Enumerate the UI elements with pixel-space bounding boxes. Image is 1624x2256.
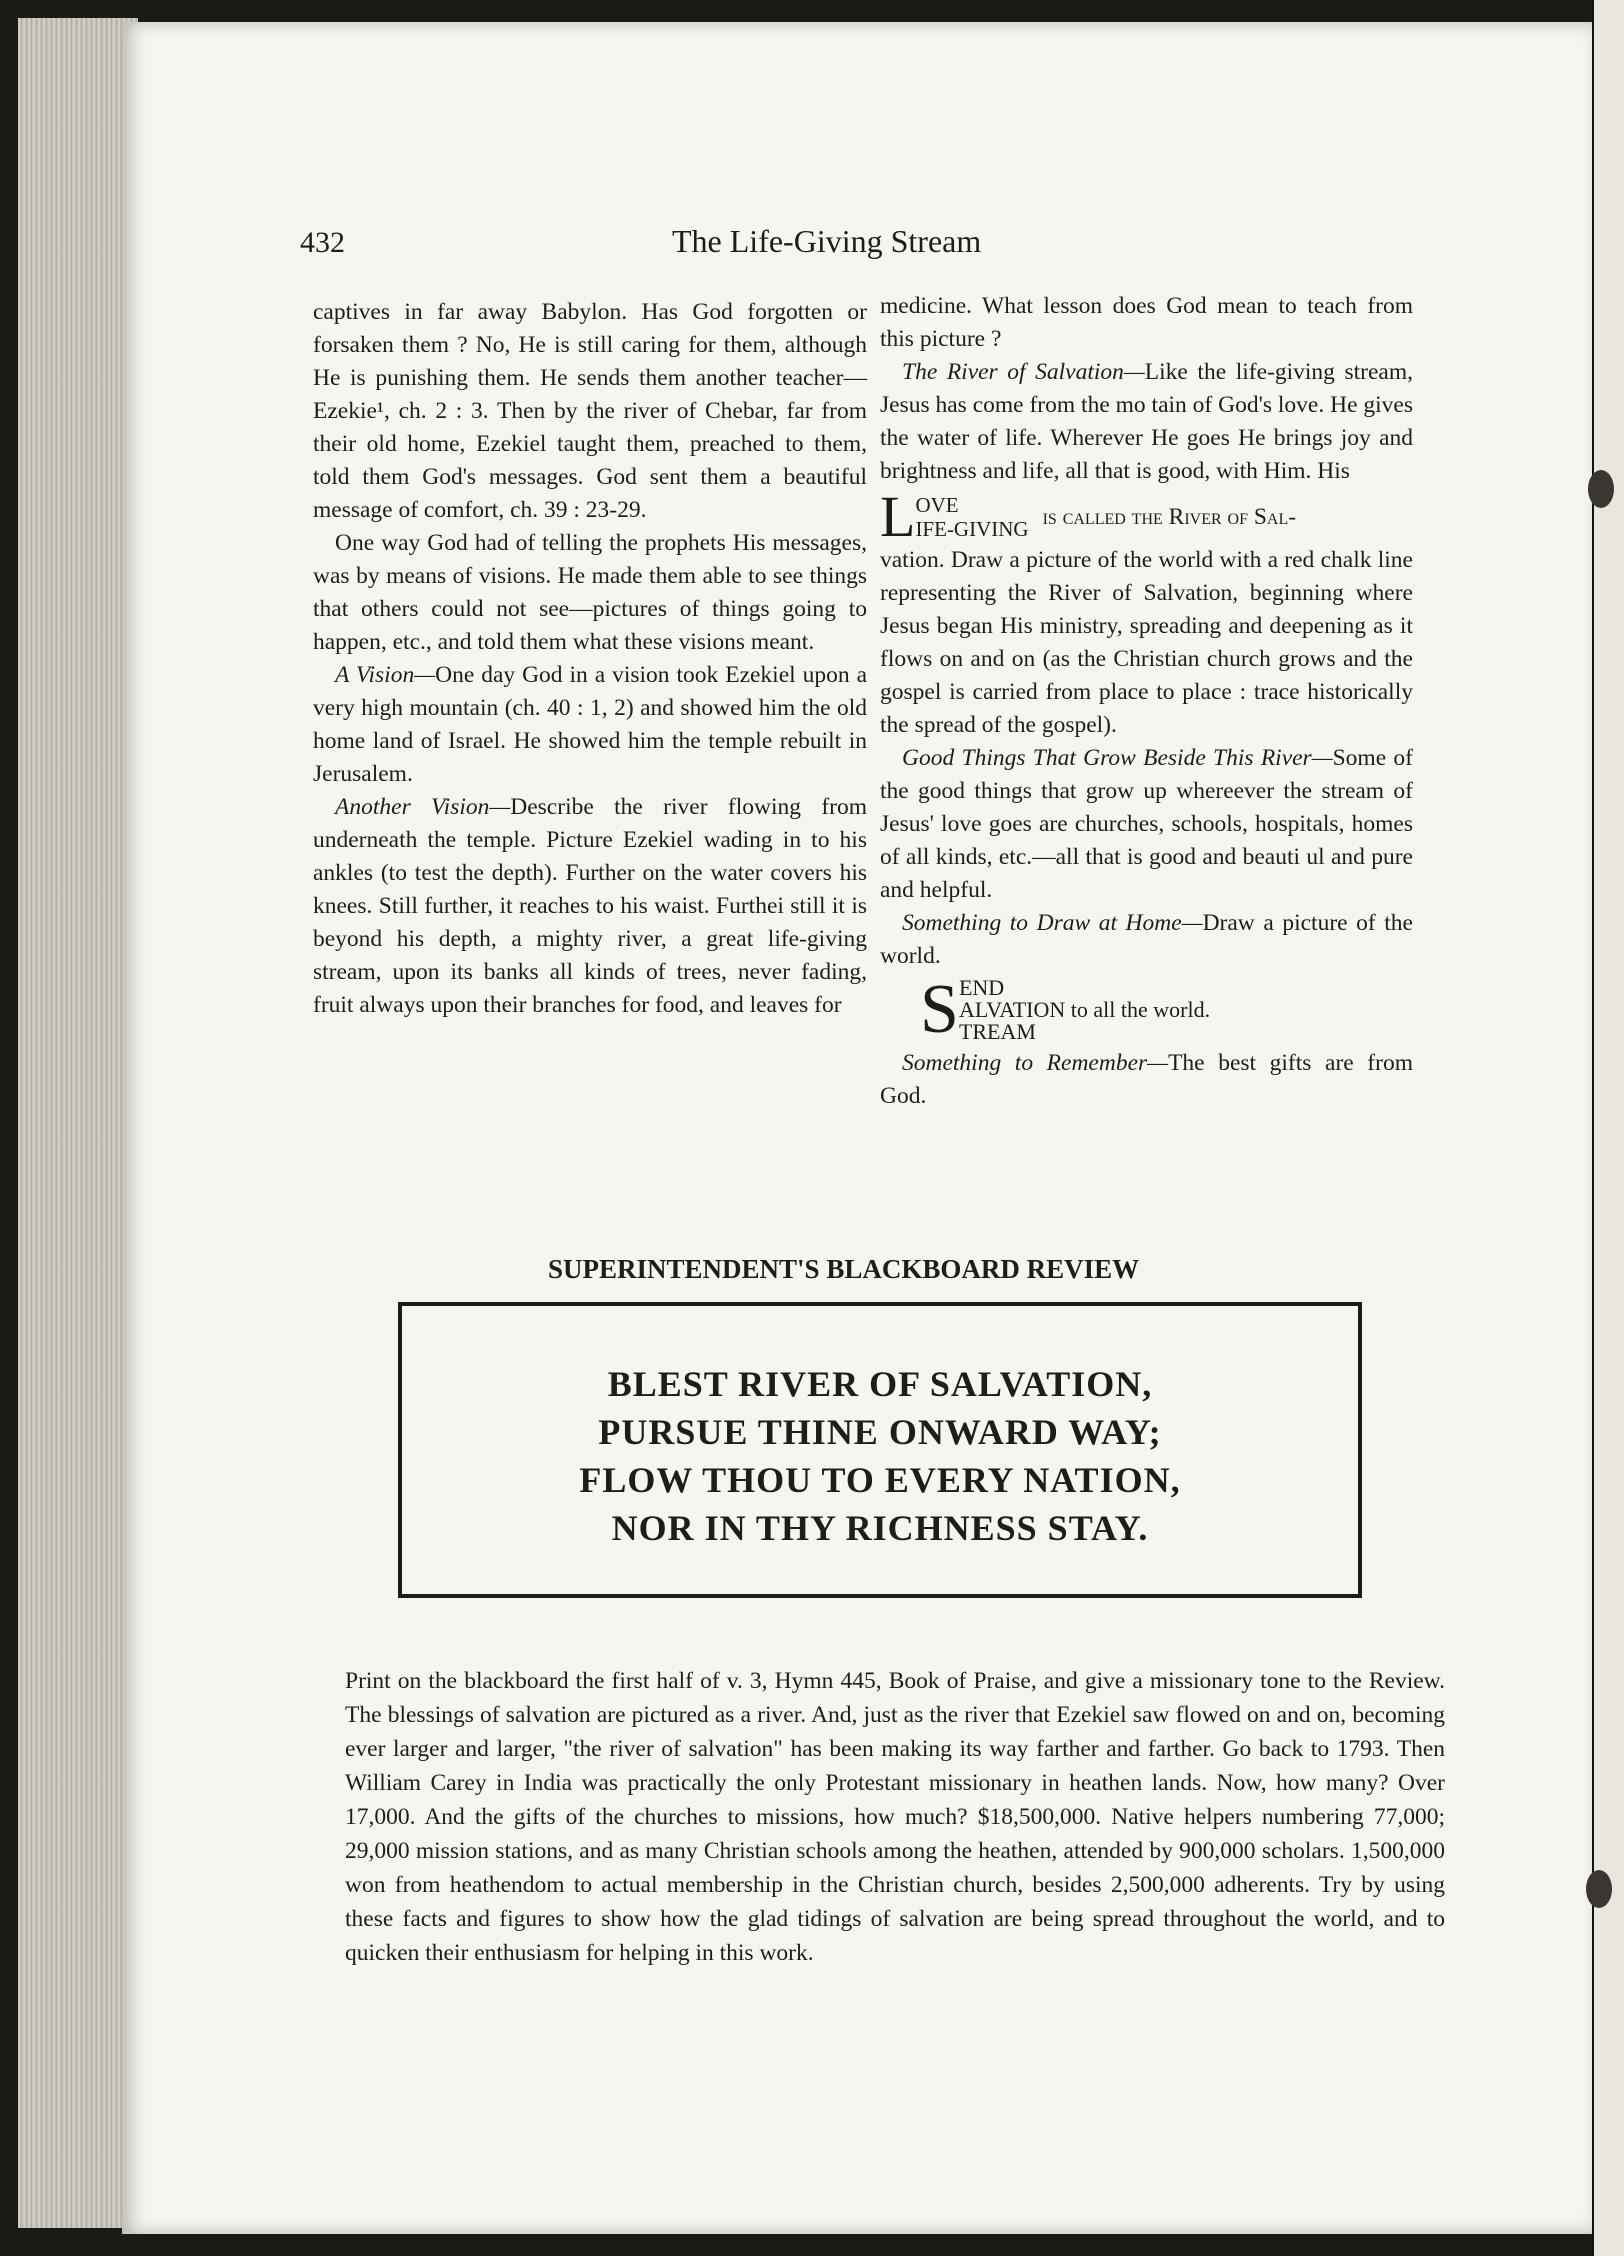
binding-hole [1586, 1870, 1612, 1908]
acrostic-word: OVE [915, 493, 959, 517]
acrostic-initial: L [880, 484, 916, 549]
verse-line: PURSUE THINE ONWARD WAY; [598, 1412, 1162, 1452]
love-acrostic [880, 484, 1413, 549]
section-title: Another Vision— [335, 794, 511, 820]
facing-page-edge [1592, 0, 1624, 2256]
section-title: Good Things That Grow Beside This River— [902, 745, 1333, 771]
verse-line: BLEST RIVER OF SALVATION, [607, 1364, 1153, 1404]
send-acrostic [920, 971, 1413, 1048]
section-title: The River of Salvation— [902, 359, 1145, 385]
paragraph [880, 742, 1413, 907]
hymn-verse [402, 1360, 1358, 1552]
acrostic-word: IFE-GIVING [915, 517, 1029, 541]
section-text: Draw a picture of the world. [880, 910, 1413, 969]
acrostic-word: TREAM [958, 1019, 1036, 1044]
section-text: Some of the good things that grow up whereever the stream of Jesus' love goes are churches, schools, hospitals, homes of all kinds, etc.—all that is good and beauti ul and pure and helpful. [880, 745, 1413, 903]
acrostic-initial: S [920, 971, 959, 1048]
acrostic-word: ALVATION to all the world. [958, 997, 1211, 1022]
paragraph: captives in far away Babylon. Has God forgotten or forsaken them ? No, He is still caring for them, although He is punishing them. He sends them another teacher—Ezekie¹, ch. 2 : 3. Then by the river of Chebar, far from their old home, Ezekiel taught them, preached to them, told them God's messages. God sent them a beautiful message of comfort, ch. 39 : 23-29. [313, 299, 867, 523]
acrostic-words [959, 977, 1210, 1043]
section-text: The best gifts are from God. [880, 1050, 1413, 1109]
section-title: A Vision— [335, 662, 436, 688]
paragraph: medicine. What lesson does God mean to teach from this picture ? [880, 293, 1413, 352]
section-text: Describe the river flowing from underneath the temple. Picture Ezekiel wading in to his ankles (to test the depth). Further on the water covers his knees. Still further, it reaches to his waist. Furthei still it is beyond his depth, a mighty river, a great life-giving stream, upon its banks all kinds of trees, never fading, fruit always upon their branches for food, and leaves for [313, 794, 867, 1018]
verse-line: NOR IN THY RICHNESS STAY. [611, 1508, 1149, 1548]
paragraph [880, 907, 1413, 973]
section-title: Something to Draw at Home— [902, 910, 1203, 936]
running-header [300, 223, 1450, 266]
binding-hole [1588, 470, 1614, 508]
right-column [880, 290, 1413, 1113]
section-heading: SUPERINTENDENT'S BLACKBOARD REVIEW [548, 1254, 1140, 1284]
paragraph [313, 659, 867, 791]
paragraph [880, 1047, 1413, 1113]
paragraph: One way God had of telling the prophets His messages, was by means of visions. He made them able to see things that others could not see—pictures of things going to happen, etc., and told them what these visions meant. [313, 530, 867, 655]
acrostic-words [915, 493, 1028, 541]
acrostic-word: END [958, 975, 1005, 1000]
verse-line: FLOW THOU TO EVERY NATION, [579, 1460, 1181, 1500]
paragraph: vation. Draw a picture of the world with a red chalk line representing the River of Salvation, beginning where Jesus began His ministry, spreading and deepening as it flows on and on (as the Christian church grows and the gospel is carried from place to place : trace historically the spread of the gospel). [880, 547, 1413, 738]
paragraph [880, 356, 1413, 488]
section-text: One day God in a vision took Ezekiel upon a very high mountain (ch. 40 : 1, 2) and showed him the old home land of Israel. He showed him the temple rebuilt in Jerusalem. [313, 662, 867, 787]
review-paragraph: Print on the blackboard the first half of v. 3, Hymn 445, Book of Praise, and give a missionary tone to the Review. The blessings of salvation are pictured as a river. And, just as the river that Ezekiel saw flowed on and on, becoming ever larger and larger, "the river of salvation" has been making its way farther and farther. Go back to 1793. Then William Carey in India was practically the only Protestant missionary in heathen lands. Now, how many? Over 17,000. And the gifts of the churches to missions, how much? $18,500,000. Native helpers numbering 77,000; 29,000 mission stations, and as many Christian schools among the heathen, attended by 900,000 scholars. 1,500,000 won from heathendom to actual membership in the Christian church, besides 2,500,000 adherents. Try by using these facts and figures to show how the glad tidings of salvation are being spread throughout the world, and to quicken their enthusiasm for helping in this work. [345, 1667, 1445, 1966]
left-column [313, 296, 867, 1022]
section-text: Like the life-giving stream, Jesus has come from the mo tain of God's love. He gives the water of life. Wherever He goes He brings joy and brightness and life, all that is good, with Him. His [880, 359, 1413, 484]
blackboard-box [398, 1302, 1362, 1598]
page-edges [18, 18, 138, 2228]
running-title: The Life-Giving Stream [672, 223, 982, 259]
paragraph [313, 791, 867, 1022]
section-title: Something to Remember— [902, 1050, 1169, 1076]
acrostic-tail: is called the River of Sal- [1042, 503, 1297, 530]
page-number: 432 [300, 226, 345, 259]
